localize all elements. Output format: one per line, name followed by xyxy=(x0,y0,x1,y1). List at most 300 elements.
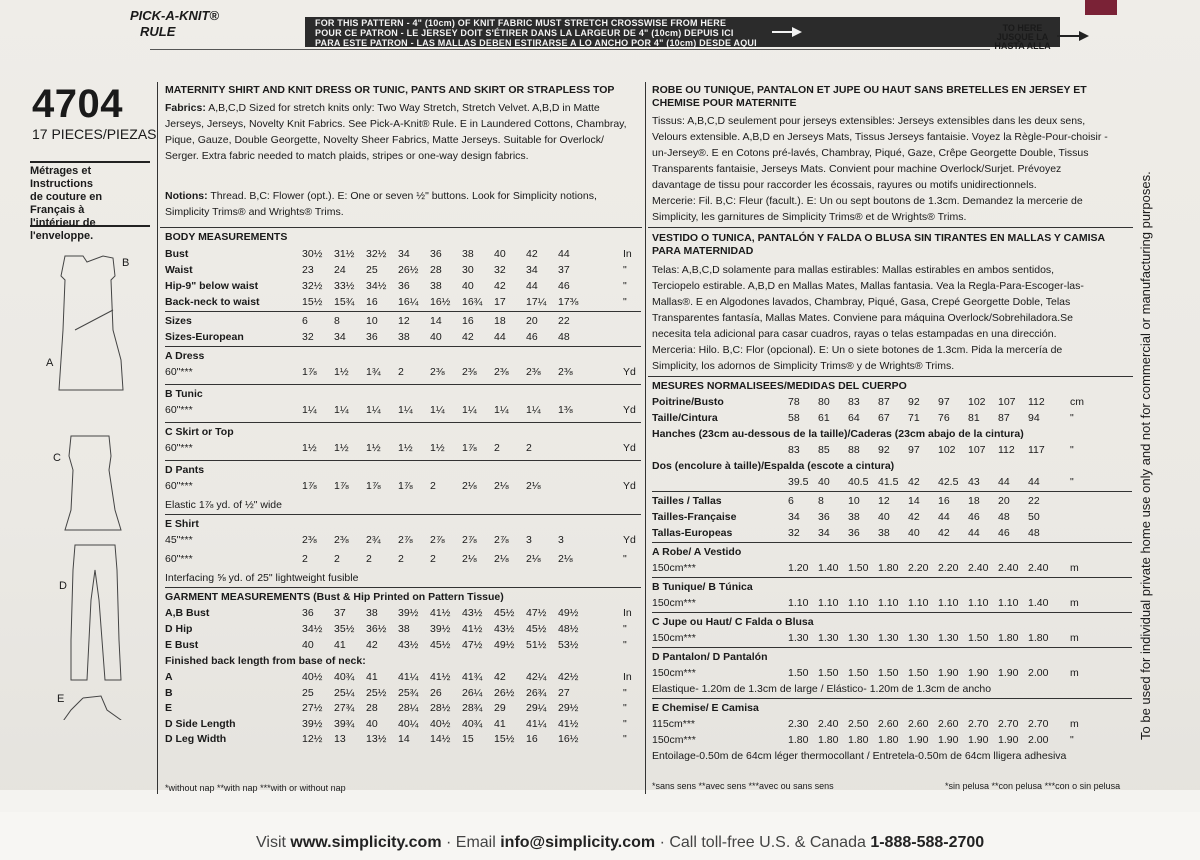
rule-line xyxy=(150,49,990,50)
row-label: 60"*** xyxy=(165,366,193,378)
view-heading: B Tunique/ B Túnica xyxy=(652,581,753,593)
table-cell: 1.30 xyxy=(878,632,899,644)
table-cell: 2.60 xyxy=(938,718,959,730)
table-cell: 1¼ xyxy=(302,404,317,416)
row-label: Tallas-Europeas xyxy=(652,527,733,539)
table-cell: 76 xyxy=(938,412,950,424)
table-cell: 2.60 xyxy=(908,718,929,730)
table-cell: 49½ xyxy=(494,639,515,651)
telas-block xyxy=(652,262,1132,374)
unit-cell: cm xyxy=(1070,396,1084,408)
table-cell: 112 xyxy=(998,444,1015,456)
table-cell: 1¾ xyxy=(366,366,381,378)
table-row xyxy=(165,637,643,653)
table-cell: 2.70 xyxy=(968,718,989,730)
table-cell: 36 xyxy=(302,607,314,619)
table-row xyxy=(652,458,1132,474)
table-cell: 42 xyxy=(938,527,950,539)
table-cell: 13 xyxy=(334,733,346,745)
row-label: E Bust xyxy=(165,639,199,651)
table-cell: 16½ xyxy=(558,733,579,745)
table-cell: 12½ xyxy=(302,733,323,745)
table-cell: 1.80 xyxy=(788,734,809,746)
table-cell: 25 xyxy=(366,264,378,276)
table-cell: 26½ xyxy=(398,264,419,276)
table-cell: 40 xyxy=(462,280,474,292)
spanish-title: VESTIDO O TUNICA, PANTALÓN Y FALDA O BLUSA SIN TIRANTES EN MALLAS Y CAMISA PARA MATERNIDAD xyxy=(652,232,1105,257)
table-cell: 44 xyxy=(938,511,950,523)
table-cell: 27¾ xyxy=(334,702,355,714)
table-cell: 44 xyxy=(558,248,570,260)
mercerie-line: Mercerie: Fil. B,C: Fleur (facult.). E: Un ou sept boutons de 1.3cm. Demandez la mercerie de xyxy=(652,195,1083,207)
table-cell: 1.80 xyxy=(848,734,869,746)
piece-count: 17 PIECES/PIEZAS xyxy=(32,126,157,142)
tissus-line: Transparents fantaisie, Jerseys Mats. Convient pour machine Overlock/Surjet. Prévoyez xyxy=(652,163,1062,175)
table-cell: 18 xyxy=(494,315,506,327)
table-cell: 1.90 xyxy=(998,734,1019,746)
table-row xyxy=(165,700,643,716)
table-cell: 2⅛ xyxy=(494,480,509,492)
table-cell: 2⅜ xyxy=(430,366,445,378)
merceria-line: Simplicity, los adornos de Simplicity Trims® y de Wrights® Trims. xyxy=(652,360,955,372)
table-cell: 17 xyxy=(494,296,506,308)
table-cell: 2 xyxy=(366,553,372,565)
table-row xyxy=(165,716,643,732)
table-row xyxy=(652,595,1132,611)
table-cell: 1.10 xyxy=(788,597,809,609)
table-row xyxy=(165,402,643,421)
rule-brand: PICK-A-KNIT® xyxy=(130,8,220,23)
french-instructions-note xyxy=(30,161,150,242)
table-cell: 29 xyxy=(494,702,506,714)
table-cell: 44 xyxy=(494,331,506,343)
table-row xyxy=(165,246,643,262)
row-label: A xyxy=(165,671,173,683)
stretch-guide-bar xyxy=(305,17,1060,47)
table-cell: 42 xyxy=(526,248,538,260)
row-label: Waist xyxy=(165,264,193,276)
table-cell: 1.10 xyxy=(968,597,989,609)
table-cell: 87 xyxy=(878,396,890,408)
table-cell: 38 xyxy=(398,623,410,635)
table-cell: 15 xyxy=(462,733,474,745)
table-cell: 1½ xyxy=(398,442,413,454)
rule-line xyxy=(165,587,641,588)
table-cell: 1.50 xyxy=(848,562,869,574)
table-cell: 81 xyxy=(968,412,980,424)
table-cell: 2⅛ xyxy=(494,553,509,565)
table-cell: 47½ xyxy=(526,607,547,619)
table-cell: 2 xyxy=(334,553,340,565)
table-cell: 1.80 xyxy=(1028,632,1049,644)
table-cell: 1.50 xyxy=(848,667,869,679)
tissus-line: un-Jersey®. E en Cotons pré-lavés, Chambray, Piqué, Gaze, Crêpe Georgette Double, Tissus xyxy=(652,147,1089,159)
table-cell: 49½ xyxy=(558,607,579,619)
rule-line xyxy=(652,647,1132,648)
unit-cell: " xyxy=(623,686,627,699)
usage-disclaimer: To be used for individual private home use only and not for commercial or manufacturing purposes. xyxy=(1138,171,1153,740)
row-label: 115cm*** xyxy=(652,718,695,730)
table-cell: 34 xyxy=(788,511,800,523)
table-cell: 50 xyxy=(1028,511,1040,523)
view-note: Elastique- 1.20m de 1.3cm de large / Elástico- 1.20m de 1.3cm de ancho xyxy=(652,683,992,695)
table-cell: 31½ xyxy=(334,248,355,260)
table-cell: 87 xyxy=(998,412,1010,424)
table-cell: 53½ xyxy=(558,639,579,651)
table-cell: 45½ xyxy=(494,607,515,619)
footer-visit: Visit xyxy=(256,834,286,851)
rule-line xyxy=(165,346,641,347)
stretch-line-en: FOR THIS PATTERN - 4" (10cm) OF KNIT FABRIC MUST STRETCH CROSSWISE FROM HERE xyxy=(315,18,727,28)
table-row xyxy=(165,478,643,497)
table-cell: 38 xyxy=(430,280,442,292)
table-cell: 2.70 xyxy=(1028,718,1049,730)
table-cell: 16 xyxy=(366,296,378,308)
table-cell: 37 xyxy=(334,607,346,619)
table-cell: 14 xyxy=(908,495,920,507)
row-label: 150cm*** xyxy=(652,667,696,679)
row-label: 45"*** xyxy=(165,534,193,546)
table-cell: 45½ xyxy=(526,623,547,635)
table-cell: 25 xyxy=(302,686,314,699)
table-cell: 47½ xyxy=(462,639,483,651)
table-cell: 36 xyxy=(398,280,410,292)
contact-footer xyxy=(256,834,984,852)
table-cell: 1.10 xyxy=(908,597,929,609)
tissus-line: Tissus: A,B,C,D seulement pour jerseys extensibles: Jerseys extensibles dans les deux sens, xyxy=(652,115,1086,127)
notions-label: Notions: xyxy=(165,190,208,202)
table-cell: 29¼ xyxy=(526,702,547,714)
table-cell: 97 xyxy=(938,396,950,408)
table-cell: 85 xyxy=(818,444,830,456)
table-cell: 2¾ xyxy=(366,534,381,546)
rule-line xyxy=(652,612,1132,613)
table-cell: 92 xyxy=(878,444,890,456)
table-cell: 24 xyxy=(334,264,346,276)
table-row xyxy=(652,544,1132,560)
unit-cell: m xyxy=(1070,718,1079,730)
table-cell: 46 xyxy=(526,331,538,343)
table-cell: 48 xyxy=(558,331,570,343)
unit-cell: Yd xyxy=(623,442,636,454)
table-cell: 38 xyxy=(878,527,890,539)
to-here-en: TO HERE xyxy=(1002,23,1043,33)
column-divider xyxy=(157,82,158,794)
table-cell: 14 xyxy=(430,315,442,327)
table-cell: 1.80 xyxy=(818,734,839,746)
table-cell: 2 xyxy=(494,442,500,454)
table-cell: 1.20 xyxy=(788,562,809,574)
table-cell: 2⅜ xyxy=(334,534,349,546)
table-cell: 34 xyxy=(818,527,830,539)
fabrics-label: Fabrics: xyxy=(165,102,206,114)
english-footnote: *without nap **with nap ***with or without nap xyxy=(165,783,346,793)
table-row xyxy=(165,364,643,383)
table-cell: 45½ xyxy=(430,639,451,651)
table-cell: 1.50 xyxy=(818,667,839,679)
rule-word: RULE xyxy=(140,24,176,39)
french-footnote: *sans sens **avec sens ***avec ou sans sens xyxy=(652,781,834,791)
table-cell: 78 xyxy=(788,396,800,408)
table-cell: 83 xyxy=(788,444,800,456)
table-row xyxy=(652,665,1132,681)
table-row xyxy=(652,410,1132,426)
arrow-right-icon xyxy=(770,26,804,38)
row-label: E xyxy=(165,702,173,714)
table-cell: 1.30 xyxy=(788,632,809,644)
table-cell: 36 xyxy=(848,527,860,539)
table-cell: 1⅞ xyxy=(302,480,317,492)
table-cell: 40½ xyxy=(302,671,323,683)
table-cell: 2 xyxy=(302,553,308,565)
table-cell: 16 xyxy=(938,495,950,507)
table-cell: 15¾ xyxy=(334,296,355,308)
table-cell: 71 xyxy=(908,412,920,424)
table-cell: 2⅛ xyxy=(526,480,541,492)
to-here-fr: JUSQUE LA xyxy=(996,32,1049,42)
table-cell: 16½ xyxy=(430,296,451,308)
row-label: Sizes-European xyxy=(165,331,244,343)
table-cell: 1.30 xyxy=(848,632,869,644)
table-cell: 1¼ xyxy=(462,404,477,416)
table-cell: 2⅞ xyxy=(462,534,477,546)
table-cell: 1⅞ xyxy=(462,442,477,454)
table-cell: 117 xyxy=(1028,444,1045,456)
table-cell: 44 xyxy=(1028,476,1040,488)
phone-number: 1-888-588-2700 xyxy=(870,834,985,851)
unit-cell: m xyxy=(1070,597,1079,609)
table-cell: 41 xyxy=(366,671,378,683)
pattern-number: 4704 xyxy=(32,82,123,126)
table-cell: 12 xyxy=(878,495,890,507)
table-cell: 14 xyxy=(398,733,410,745)
table-cell: 40 xyxy=(302,639,314,651)
metric-yardage-table xyxy=(652,378,1132,764)
mercerie-line: Simplicity, les garnitures de Simplicity Trims® et de Wrights® Trims. xyxy=(652,211,967,223)
table-cell: 1.80 xyxy=(878,734,899,746)
rule-line xyxy=(165,422,641,423)
fabrics-line: A,B,C,D Sized for stretch knits only: Two Way Stretch, Stretch Velvet. A,B,D in Matte xyxy=(208,102,600,114)
unit-cell: " xyxy=(623,553,627,565)
table-cell: 1⅞ xyxy=(366,480,381,492)
table-cell: 1.30 xyxy=(818,632,839,644)
table-cell: 32½ xyxy=(366,248,387,260)
table-cell: 40 xyxy=(878,511,890,523)
unit-cell: " xyxy=(1070,412,1074,424)
table-cell: 107 xyxy=(998,396,1016,408)
table-row xyxy=(165,329,643,345)
table-cell: 2.40 xyxy=(968,562,989,574)
table-cell: 1.10 xyxy=(938,597,959,609)
table-cell: 1.50 xyxy=(968,632,989,644)
table-row xyxy=(652,525,1132,541)
table-row xyxy=(165,605,643,621)
table-cell: 1½ xyxy=(430,442,445,454)
rule-line xyxy=(652,698,1132,699)
table-cell: 2 xyxy=(430,480,436,492)
view-note: Interfacing ⅝ yd. of 25" lightweight fusible xyxy=(165,572,359,584)
table-cell: 2⅛ xyxy=(462,553,477,565)
row-label: Bust xyxy=(165,248,189,260)
table-cell: 40¾ xyxy=(462,717,483,730)
table-cell: 39.5 xyxy=(788,476,809,488)
fabrics-block xyxy=(165,100,640,164)
view-heading: D Pantalon/ D Pantalón xyxy=(652,651,768,663)
table-cell: 94 xyxy=(1028,412,1040,424)
table-cell: 26½ xyxy=(494,686,515,699)
table-cell: 34½ xyxy=(366,280,387,292)
row-label: A,B Bust xyxy=(165,607,210,619)
table-cell: 30½ xyxy=(302,248,323,260)
table-row xyxy=(165,685,643,701)
table-cell: 1.80 xyxy=(878,562,899,574)
table-cell: 28 xyxy=(430,264,442,276)
table-cell: 2⅜ xyxy=(494,366,509,378)
table-cell: 83 xyxy=(848,396,860,408)
rule-line xyxy=(165,460,641,461)
rule-line xyxy=(160,227,642,228)
table-cell: 42¼ xyxy=(526,671,547,683)
view-letter-a: A xyxy=(46,357,54,369)
unit-cell: " xyxy=(623,639,627,651)
unit-cell: " xyxy=(623,733,627,745)
table-cell: 2.40 xyxy=(998,562,1019,574)
row-label: 60"*** xyxy=(165,442,193,454)
french-title: ROBE OU TUNIQUE, PANTALON ET JUPE OU HAUT SANS BRETELLES EN JERSEY ET CHEMISE POUR MATERNITE xyxy=(652,84,1087,109)
table-cell: 44 xyxy=(526,280,538,292)
table-cell: 28 xyxy=(366,702,378,714)
table-cell: 16¾ xyxy=(462,296,483,308)
table-cell: 8 xyxy=(818,495,824,507)
table-cell: 3 xyxy=(526,534,532,546)
table-cell: 1.30 xyxy=(908,632,929,644)
table-cell: 2⅜ xyxy=(526,366,541,378)
table-cell: 1⅜ xyxy=(558,404,573,416)
unit-cell: " xyxy=(623,702,627,714)
table-cell: 48½ xyxy=(558,623,579,635)
table-cell: 41½ xyxy=(430,607,451,619)
unit-cell: " xyxy=(623,717,627,730)
french-note-line: Métrages et Instructions xyxy=(30,165,93,190)
table-cell: 40 xyxy=(818,476,830,488)
view-heading: A Dress xyxy=(165,350,205,362)
table-cell: 32 xyxy=(494,264,506,276)
table-cell: 41¾ xyxy=(462,671,483,683)
email-link[interactable]: info@simplicity.com xyxy=(500,834,656,851)
table-cell: 15½ xyxy=(302,296,323,308)
garment-heading: GARMENT MEASUREMENTS (Bust & Hip Printed on Pattern Tissue) xyxy=(165,591,504,603)
table-cell: 38 xyxy=(462,248,474,260)
table-row xyxy=(652,442,1132,458)
table-row xyxy=(652,474,1132,490)
footer-call-label: · Call toll-free U.S. & Canada xyxy=(655,834,866,851)
table-cell: 1.90 xyxy=(998,667,1019,679)
table-cell: 33½ xyxy=(334,280,355,292)
pick-a-knit-rule-label xyxy=(130,8,219,40)
unit-cell: " xyxy=(623,623,627,635)
table-cell: 40 xyxy=(366,717,378,730)
table-cell: 1½ xyxy=(302,442,317,454)
table-cell: 42 xyxy=(908,476,920,488)
table-cell: 2.50 xyxy=(848,718,869,730)
table-cell: 1¼ xyxy=(430,404,445,416)
table-cell: 34 xyxy=(334,331,346,343)
table-row xyxy=(165,440,643,459)
view-heading: A Robe/ A Vestido xyxy=(652,546,742,558)
table-cell: 67 xyxy=(878,412,890,424)
table-cell: 16 xyxy=(462,315,474,327)
table-row xyxy=(652,732,1132,748)
table-cell: 41 xyxy=(494,717,506,730)
table-cell: 23 xyxy=(302,264,314,276)
telas-line: necesita tela adicional para casar cuadros, rayas o telas estampadas en una dirección. xyxy=(652,328,1057,340)
table-cell: 2 xyxy=(430,553,436,565)
table-cell: 32 xyxy=(302,331,314,343)
table-cell: 10 xyxy=(848,495,860,507)
table-cell: 1½ xyxy=(366,442,381,454)
table-cell: 25¾ xyxy=(398,686,419,699)
telas-line: Terciopelo estirable. A,B,D en Mallas Mates, Mallas fantasia. Vea la Regla-Para-Escoger-las- xyxy=(652,280,1084,292)
unit-cell: Yd xyxy=(623,366,636,378)
table-cell: 1.90 xyxy=(968,734,989,746)
table-cell: 26¾ xyxy=(526,686,547,699)
table-cell: 2⅞ xyxy=(398,534,413,546)
row-label: D Hip xyxy=(165,623,193,635)
table-cell: 48 xyxy=(1028,527,1040,539)
view-heading: E Chemise/ E Camisa xyxy=(652,702,759,714)
table-cell: 1.90 xyxy=(908,734,929,746)
row-label: 150cm*** xyxy=(652,734,696,746)
table-cell: 1¼ xyxy=(398,404,413,416)
table-cell: 43½ xyxy=(398,639,419,651)
body-measurements-heading: BODY MEASUREMENTS xyxy=(165,231,288,243)
dos-label: Dos (encolure à taille)/Espalda (escote a cintura) xyxy=(652,460,895,472)
table-cell: 42½ xyxy=(558,671,579,683)
table-cell: 1½ xyxy=(334,442,349,454)
table-row xyxy=(165,551,643,570)
table-cell: 1.10 xyxy=(818,597,839,609)
table-cell: 41.5 xyxy=(878,476,899,488)
table-cell: 40.5 xyxy=(848,476,869,488)
table-cell: 34 xyxy=(526,264,538,276)
table-cell: 38 xyxy=(366,607,378,619)
website-link[interactable]: www.simplicity.com xyxy=(290,834,442,851)
unit-cell: " xyxy=(623,264,627,276)
table-cell: 2⅛ xyxy=(558,553,573,565)
table-cell: 1.40 xyxy=(1028,597,1049,609)
fabrics-line: Jerseys, Jerseys, Novelty Knit Fabrics. See Pick-A-Knit® Rule. E in Laundered Cottons, Chambray, xyxy=(165,118,627,130)
view-heading: E Shirt xyxy=(165,518,199,530)
table-cell: 28¾ xyxy=(462,702,483,714)
row-label: 150cm*** xyxy=(652,562,696,574)
table-row xyxy=(652,681,1132,697)
table-cell: 1⅞ xyxy=(398,480,413,492)
table-cell: 1¼ xyxy=(494,404,509,416)
row-label: Tailles-Française xyxy=(652,511,737,523)
table-cell: 1.10 xyxy=(848,597,869,609)
footer-email-label: · Email xyxy=(441,834,496,851)
table-cell: 2.20 xyxy=(908,562,929,574)
table-cell: 102 xyxy=(938,444,956,456)
table-cell: 2 xyxy=(398,366,404,378)
row-label: Poitrine/Busto xyxy=(652,396,724,408)
table-cell: 1½ xyxy=(334,366,349,378)
row-label: D Side Length xyxy=(165,717,236,730)
table-cell: 35½ xyxy=(334,623,355,635)
table-cell: 41½ xyxy=(558,717,579,730)
table-cell: 42 xyxy=(908,511,920,523)
fabrics-line: Serger. Extra fabric needed to match plaids, stripes or one-way design fabrics. xyxy=(165,150,529,162)
